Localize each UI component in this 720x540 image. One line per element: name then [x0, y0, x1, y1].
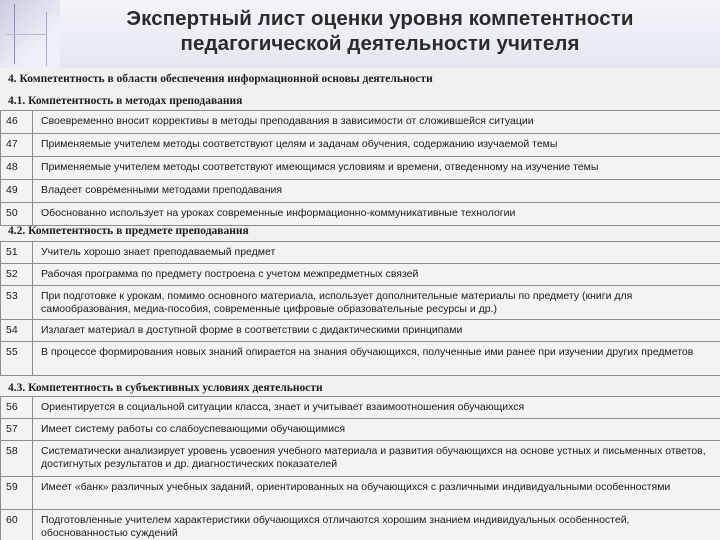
row-text: Применяемые учителем методы соответствуют имеющимся условиям и времени, отведенному на изучение темы — [33, 157, 720, 180]
row-text: Ориентируется в социальной ситуации класса, знает и учитывает взаимоотношения обучающихся — [33, 397, 720, 419]
row-number: 47 — [1, 134, 33, 157]
competence-table-4-2 — [0, 241, 720, 376]
table-row — [1, 203, 720, 226]
row-number: 51 — [1, 242, 33, 264]
slide-header — [0, 0, 720, 68]
row-number: 48 — [1, 157, 33, 180]
row-number: 49 — [1, 180, 33, 203]
section-heading-4-3: 4.3. Компетентность в субъективных условиях деятельности — [8, 382, 323, 394]
row-number: 52 — [1, 264, 33, 286]
section-heading-4-1: 4.1. Компетентность в методах преподавания — [8, 95, 243, 107]
row-text: При подготовке к урокам, помимо основного материала, использует дополнительные материалы по предмету (книги для самообразования, медиа-пособия, современные цифровые образовательные ресурсы и др.) — [33, 286, 720, 320]
table-row — [1, 134, 720, 157]
table-row — [1, 264, 720, 286]
row-text: Применяемые учителем методы соответствуют целям и задачам обучения, содержанию изучаемой темы — [33, 134, 720, 157]
row-number: 53 — [1, 286, 33, 320]
page-title — [40, 6, 720, 56]
row-text: Систематически анализирует уровень усвоения учебного материала и развития обучающихся на основе устных и письменных ответов, достигнутых результатов и др. диагностических показателей — [33, 441, 720, 477]
row-number: 56 — [1, 397, 33, 419]
row-text: Своевременно вносит коррективы в методы преподавания в зависимости от сложившейся ситуации — [33, 111, 720, 134]
row-number: 59 — [1, 477, 33, 510]
row-text: Рабочая программа по предмету построена с учетом межпредметных связей — [33, 264, 720, 286]
row-text: Обоснованно использует на уроках современные информационно-коммуникативные технологии — [33, 203, 720, 226]
table-row — [1, 342, 720, 376]
row-number: 46 — [1, 111, 33, 134]
row-text: Излагает материал в доступной форме в соответствии с дидактическими принципами — [33, 320, 720, 342]
row-text: Владеет современными методами преподавания — [33, 180, 720, 203]
competence-table-4-3 — [0, 396, 720, 540]
table-row — [1, 320, 720, 342]
title-line-1: Экспертный лист оценки уровня компетентности — [126, 7, 634, 30]
table-row — [1, 286, 720, 320]
table-row — [1, 441, 720, 477]
table-row — [1, 397, 720, 419]
row-text: Имеет систему работы со слабоуспевающими обучающимися — [33, 419, 720, 441]
table-row — [1, 180, 720, 203]
title-line-2: педагогической деятельности учителя — [180, 32, 580, 55]
row-number: 60 — [1, 510, 33, 540]
section-heading-4: 4. Компетентность в области обеспечения информационной основы деятельности — [8, 73, 433, 85]
table-row — [1, 242, 720, 264]
table-row — [1, 111, 720, 134]
row-number: 57 — [1, 419, 33, 441]
table-row — [1, 157, 720, 180]
competence-table-4-1 — [0, 110, 720, 226]
row-number: 58 — [1, 441, 33, 477]
row-text: Подготовленные учителем характеристики обучающихся отличаются хорошим знанием индивидуальных особенностей, обоснованностью суждений — [33, 510, 720, 540]
table-row — [1, 510, 720, 540]
row-text: В процессе формирования новых знаний опирается на знания обучающихся, полученные ими ранее при изучении других предметов — [33, 342, 720, 376]
row-text: Имеет «банк» различных учебных заданий, ориентированных на обучающихся с различными индивидуальными особенностями — [33, 477, 720, 510]
row-number: 50 — [1, 203, 33, 226]
row-number: 55 — [1, 342, 33, 376]
slide-content — [0, 68, 720, 540]
row-text: Учитель хорошо знает преподаваемый предмет — [33, 242, 720, 264]
row-number: 54 — [1, 320, 33, 342]
section-heading-4-2: 4.2. Компетентность в предмете преподавания — [8, 225, 249, 237]
table-row — [1, 477, 720, 510]
table-row — [1, 419, 720, 441]
